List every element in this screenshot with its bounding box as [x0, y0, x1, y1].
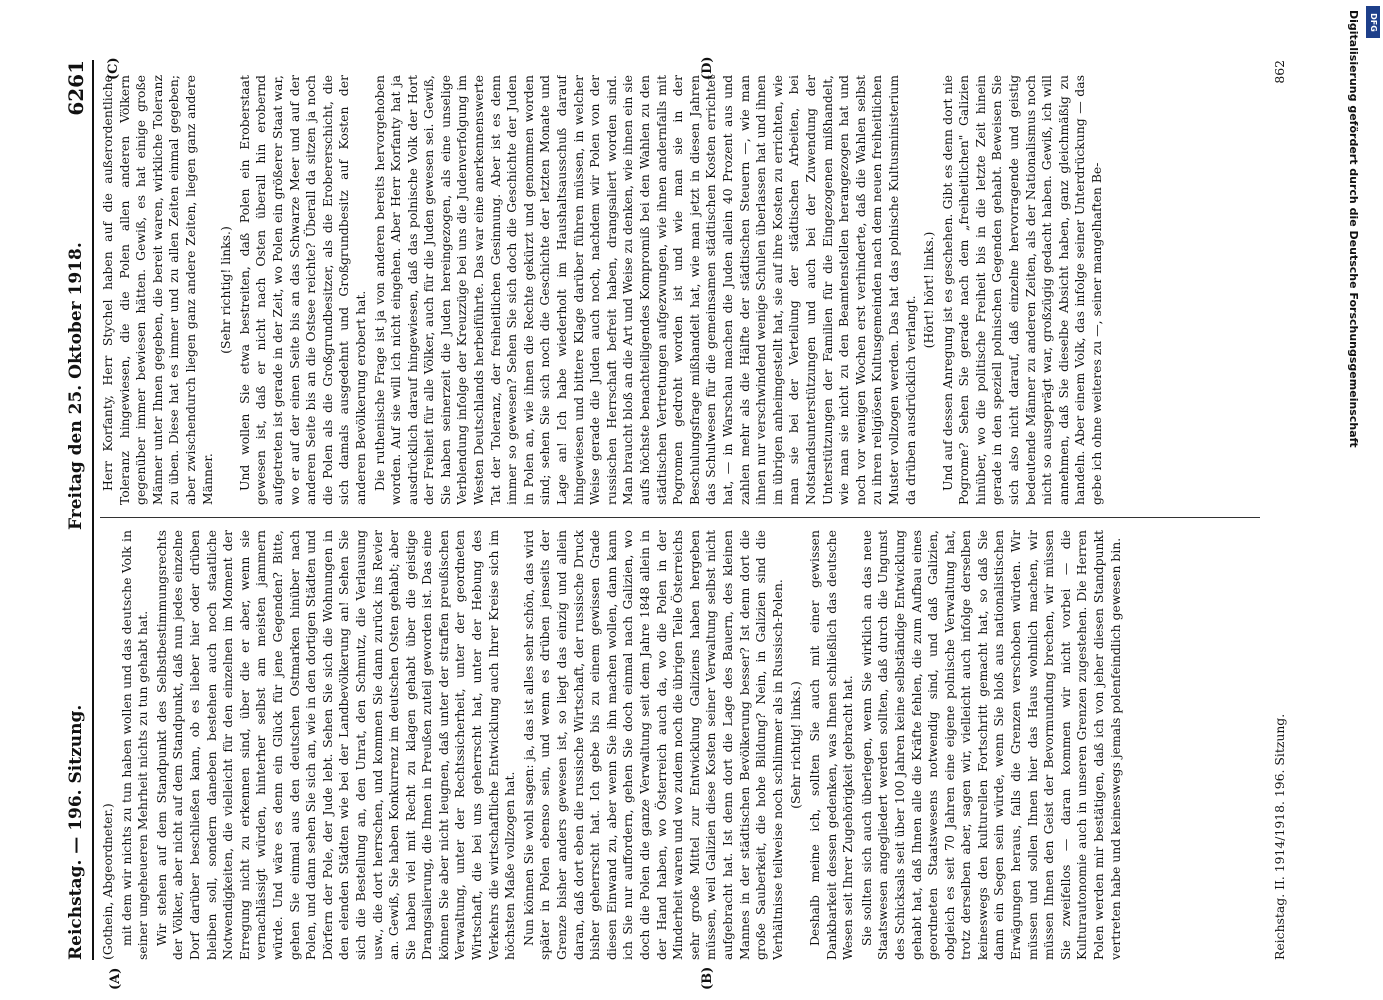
left-paragraph: Wir stehen auf dem Standpunkt des Selbstbestimmungsrechts der Völker, aber nicht auf dem Standpunkt, daß nun jedes einzelne Dorf darüber beschließen kann, ob es lieber hier oder drüben bleiben soll, sondern daneben bestehen auch noch staatliche Notwendigkeiten, die vielleicht für den einzelnen im Moment der Erregung nicht zu erkennen sind, über die er aber, wenn sie vernachlässigt würden, hinterher selbst am meisten jammern würde. Und wäre es denn ein Glück für jene Gegenden? Bitte, gehen Sie einmal aus den deutschen Ostmarken hinüber nach Polen, und dann sehen Sie sich an, wie in den dortigen Städten und Dörfern der Pole, der Jude lebt. Sehen Sie sich die Wohnungen in den elenden Städten wie bei der Landbevölkerung an! Sehen Sie sich die Bestellung an, den Unrat, den Schmutz, die Verlausung usw., die dort herrschen, und kommen Sie dann zurück ins Revier an. Gewiß, Sie haben Konkurrenz im deutschen Osten gehabt; aber Sie haben viel mit Recht zu klagen gehabt über die geistige Drangsalierung, die Ihnen in Preußen zuteil geworden ist. Das eine können Sie aber nicht leugnen, daß unter der straffen preußischen Verwaltung, unter der Rechtssicherheit, unter der geordneten Wirtschaft, die bei uns geherrscht hat, unter der Hebung des Verkehrs die wirtschaftliche Entwicklung auch Ihrer Kreise sich im höchsten Maße vollzogen hat. [153, 530, 518, 960]
header-center: Freitag den 25. Oktober 1918. [66, 242, 86, 530]
left-paragraph: Deshalb meine ich, sollten Sie auch mit einer gewissen Dankbarkeit dessen gedenken, was Ihnen schließlich das deutsche Wesen seit Ihrer Zugehörigkeit gebracht hat. [806, 530, 856, 960]
marker-b: (B) [700, 966, 715, 990]
left-paragraph: (Gothein, Abgeordneter.) [100, 803, 115, 960]
left-paragraph: Sie sollten sich auch überlegen, wenn Sie wirklich an das neue Staatswesen angegliedert werden sollten, daß durch die Ungunst des Schicksals seit über 100 Jahren keine selbständige Entwicklung gehabt hat, daß Ihnen alle die Kräfte fehlen, die zum Aufbau eines geordneten Staatswesens notwendig sind, und daß Galizien, obgleich es seit 70 Jahren eine eigene polnische Verwaltung hat, trotz derselben aber, sagen wir, vielleicht auch infolge derselben keineswegs den kulturellen Fortschritt gemacht hat, so daß Sie dann ein Segen sein würde, wenn Sie bloß aus nationalistischen Erwägungen heraus, falls die Grenzen verschoben würden. Wir müssen und sollen Ihnen hier das Haus wohnlich machen, wir müssen Ihnen den Geist der Bevormundung brechen, wir müssen Sie zweifellos — daran kommen wir nicht vorbei — die Kulturautonomie auch in unseren Grenzen zugestehen. Die Herren Polen werden mir bestätigen, daß ich von jeher diesen Standpunkt vertreten habe und keineswegs jemals polenfeindlich gewesen bin. [858, 530, 1123, 960]
right-paragraph: Und wollen Sie etwa bestreiten, daß Polen ein Eroberstaat gewesen ist, daß er nicht nach Osten überall hin erobernd aufgetreten ist gerade in der Zeit, wo Polen ein größerer Staat war, wo er auf der einen Seite bis an das Schwarze Meer und auf der anderen Seite bis an die Ostsee reichte? Überall da sitzen ja noch die Polen als die Großgrundbesitzer, als die Erobererschicht, die sich damals ausgedehnt und Großgrundbesitz auf Kosten der anderen Bevölkerung erobert hat. [236, 75, 368, 505]
left-paragraph: mit dem wir nichts zu tun haben wollen und das deutsche Volk in seiner ungeheueren Mehrheit nichts zu tun gehabt hat. [118, 530, 151, 960]
rotated-newspaper-page [60, 56, 1330, 990]
page-header [60, 60, 94, 960]
marker-a: (A) [108, 967, 123, 990]
right-paragraph: (Sehr richtig! links.) [218, 226, 234, 354]
header-left: Reichstag. — 196. Sitzung. [66, 704, 86, 960]
left-paragraph: (Sehr richtig! links.) [788, 681, 804, 809]
right-paragraph: Herr Korfanty, Herr Stychel haben auf die außerordentliche Toleranz hingewiesen, die die Polen allen anderen Völkern gegenüber immer bewiesen hätten. Gewiß, es hat einige große Männer unter Ihnen gegeben, die bereit waren, wirkliche Toleranz zu üben. Diese hat es immer und zu allen Zeiten einmal gegeben; aber zwischendurch liegen ganz andere Zeiten, liegen ganz andere Männer. [100, 75, 215, 505]
footer-left: Reichstag. II. 1914/1918. 196. Sitzung. [1272, 713, 1287, 960]
left-paragraph: Nun können Sie wohl sagen: ja, das ist alles sehr schön, das wird später in Polen ebenso sein, und wenn es drüben jenseits der Grenze bisher anders gewesen ist, so liegt das einzig und allein daran, daß dort eben die russische Wirtschaft, der russische Druck bisher geherrscht hat. Ich gebe bis zu einem gewissen Grade diesen Einwand zu, aber wenn Sie ihn machen wollen, dann kann ich Sie nur auffordern, gehen Sie doch einmal nach Galizien, wo doch die Polen die ganze Verwaltung seit dem Jahre 1848 allein in der Hand haben, wo Österreich auch da, wo die Polen in der Minderheit waren und wo zudem noch die übrigen Teile Österreichs sehr große Mittel zur Entwicklung Galiziens haben hergeben müssen, weil Galizien diese Kosten seiner Verwaltung selbst nicht aufgebracht hat. Ist denn dort die Lage des Bauern, des kleinen Mannes in der städtischen Bevölkerung besser? Ist denn dort die große Sauberkeit, die hohe Bildung? Nein, in Galizien sind die Verhältnisse teilweise noch schlimmer als in Russisch-Polen. [520, 530, 785, 960]
dfg-logo-text: DFG [1368, 12, 1378, 32]
right-column [100, 75, 1260, 505]
right-paragraph: (Hört! hört! links.) [921, 231, 937, 349]
right-paragraph: Die ruthenische Frage ist ja von anderen bereits hervorgehoben worden. Auf sie will ich nicht eingehen. Aber Herr Korfanty hat ja ausdrücklich darauf hingewiesen, daß das polnische Volk der Hort der Freiheit für alle Völker, auch für die Juden gewesen sei. Gewiß, Sie haben seinerzeit die Juden hereingezogen, als eine unselige Verblendung infolge der Kreuzzüge bei uns die Judenverfolgung im Westen Deutschlands herbeiführte. Das war eine anerkennenswerte Tat der Toleranz, der freiheitlichen Gesinnung. Aber ist es denn immer so gewesen? Sehen Sie sich doch die Geschichte der Juden in Polen an, wie ihnen die Rechte gekürzt und genommen worden sind; sehen Sie sich noch die Geschichte der letzten Monate und Lage an! Ich habe wiederholt im Haushaltsausschuß darauf hingewiesen und bittere Klage darüber führen müssen, in welcher Weise gerade die Juden auch noch, nachdem wir Polen von der russischen Herrschaft befreit haben, drangsaliert worden sind. Man braucht bloß an die Art und Weise zu denken, wie ihnen ein sie aufs höchste benachteiligendes Kompromiß bei den Wahlen zu den städtischen Vertretungen aufgezwungen, wie ihnen andernfalls mit Pogromen gedroht worden ist und wie man sie in der Beschulungsfrage mißhandelt hat, wie man jetzt in diesen Jahren das Schulwesen für die gemeinsamen städtischen Kosten errichtet hat, — in Warschau machen die Juden allein 40 Prozent aus und zahlen mehr als die Hälfte der städtischen Steuern —, wie man ihnen nur verschwindend wenige Schulen überlassen hat und ihnen im übrigen anheimgestellt hat, sie auf ihre Kosten zu errichten, wie man sie bei der Verteilung der städtischen Arbeiten, bei Notstandsunterstützungen und auch bei der Zuwendung der Unterstützungen der Familien für die Eingezogenen mißhandelt, wie man sie nicht zu den Beamtenstellen herangezogen hat und noch vor wenigen Wochen erst verhinderte, daß die Wahlen selbst zu ihren religiösen Kultusgemeinden nach dem neuen freiheitlichen Muster vollzogen werden. Das hat das polnische Kultusministerium da drüben ausdrücklich verlangt. [371, 75, 918, 505]
page-number: 6261 [64, 60, 88, 116]
right-paragraph: Und auf dessen Anregung ist es geschehen. Gibt es denn dort nie Pogrome? Sehen Sie gerade nach dem „freiheitlichen" Galizien hinüber, wo die politische Freiheit bis in die letzte Zeit hinein gerade in den speziell polnischen Gegenden gehabt. Beweisen Sie sich also nicht darauf, daß einzelne hervorragende und geistig bedeutende Männer zu anderen Zeiten, als der Nationalismus noch nicht so ausgeprägt war, großzügig gedacht haben. Gewiß, ich will annehmen, daß Sie dieselbe Absicht haben, ganz gleichmäßig zu handeln. Aber einem Volk, das infolge seiner Unterdrückung — das gebe ich ohne weiteres zu —, seiner mangelhaften Be- [939, 75, 1105, 505]
marker-c: (C) [106, 57, 121, 80]
page-footer [1272, 60, 1296, 960]
marker-d: (D) [700, 56, 715, 80]
digitization-credit: Digitalisierung gefördert durch die Deutsche Forschungsgemeinschaft [1347, 10, 1360, 448]
columns [100, 60, 1270, 960]
column-divider [100, 517, 1260, 518]
dfg-logo [1366, 6, 1380, 38]
footer-right: 862 [1272, 60, 1287, 84]
left-column [100, 530, 1260, 960]
